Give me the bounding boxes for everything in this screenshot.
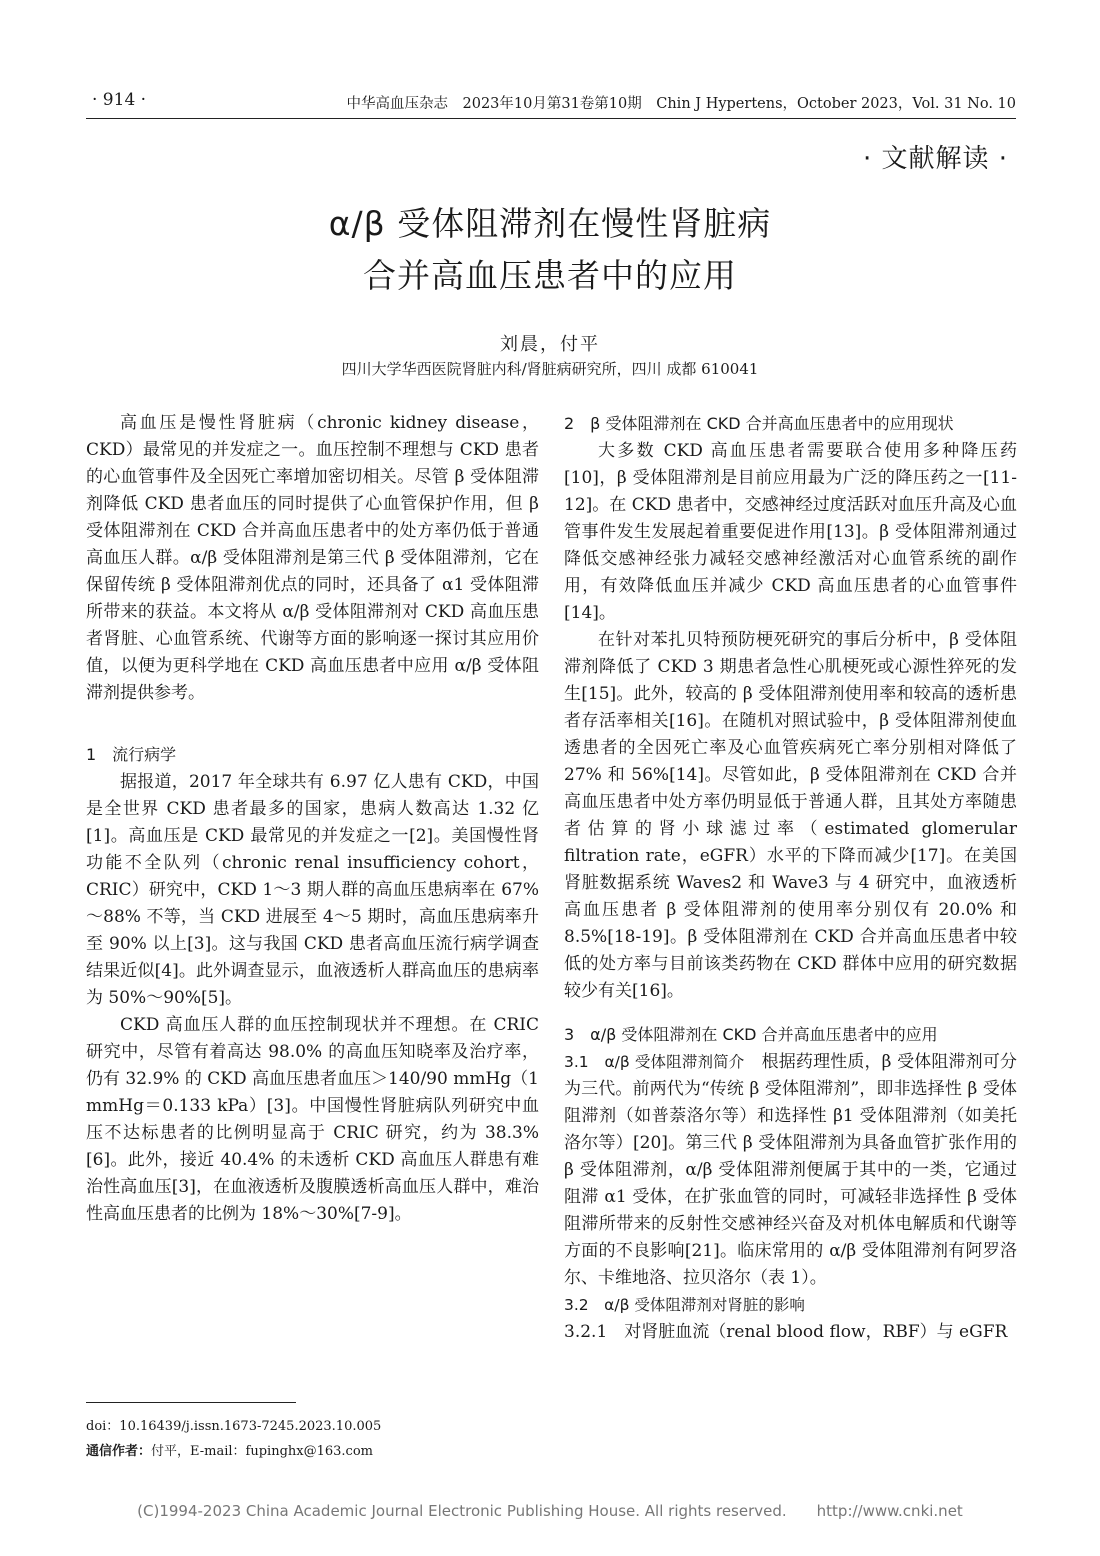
corresponding-author (86, 1439, 381, 1464)
section-2-paragraph-2: 在针对苯扎贝特预防梗死研究的事后分析中，β 受体阻滞剂降低了 CKD 3 期患者急性心肌梗死或心源性猝死的发生[15]。此外，较高的 β 受体阻滞剂使用率和较高的透析患者存活率相关[16]。在随机对照试验中，β 受体阻滞剂使血透患者的全因死亡率及心血管疾病死亡率分别相对降低了 27% 和 56%[14]。尽管如此，β 受体阻滞剂在 CKD 合并高血压患者中处方率仍明显低于普通人群，且其处方率随患者估算的肾小球滤过率（estimated glomerular filtration rate，eGFR）水平的下降而减少[17]。在美国肾脏数据系统 Waves2 和 Wave3 与 4 研究中，血液透析高血压患者 β 受体阻滞剂的使用率分别仅有 20.0% 和 8.5%[18-19]。β 受体阻滞剂在 CKD 合并高血压患者中较低的处方率与目前该类药物在 CKD 群体中应用的研究数据较少有关[16]。 (564, 630, 1017, 1001)
section-2-heading: 2 β 受体阻滞剂在 CKD 合并高血压患者中的应用现状 (564, 414, 954, 433)
title-line-2: 合并高血压患者中的应用 (363, 256, 737, 295)
section-3-2-1-paragraph: 3.2.1 对肾脏血流（renal blood flow，RBF）与 eGFR (564, 1322, 1008, 1342)
article-title (0, 198, 1100, 302)
left-column (86, 410, 539, 1228)
section-3-1-heading: 3.1 α/β 受体阻滞剂简介 (564, 1053, 745, 1071)
section-2-paragraph-1: 大多数 CKD 高血压患者需要联合使用多种降压药[10]，β 受体阻滞剂是目前应用最为广泛的降压药之一[11-12]。在 CKD 患者中，交感神经过度活跃对血压升高及心血管事件发生发展起着重要促进作用[13]。β 受体阻滞剂通过降低交感神经张力减轻交感神经激活对心血管系统的副作用，有效降低血压并减少 CKD 高血压患者的心血管事件[14]。 (564, 441, 1017, 623)
journal-citation: 中华高血压杂志 2023年10月第31卷第10期 Chin J Hypertens，October 2023，Vol. 31 No. 10 (346, 96, 1016, 112)
copyright-notice: (C)1994-2023 China Academic Journal Electronic Publishing House. All rights reserved. http://www.cnki.net (137, 1502, 963, 1520)
doi: doi：10.16439/j.issn.1673-7245.2023.10.005 (86, 1419, 382, 1434)
corresponding-label: 通信作者： (86, 1444, 152, 1459)
section-1-paragraph-1: 据报道，2017 年全球共有 6.97 亿人患有 CKD，中国是全世界 CKD 患者最多的国家，患病人数高达 1.32 亿[1]。高血压是 CKD 最常见的并发症之一[2]。美国慢性肾功能不全队列（chronic renal insufficiency cohort，CRIC）研究中，CKD 1～3 期人群的高血压患病率在 67%～88% 不等，当 CKD 进展至 4～5 期时，高血压患病率升至 90% 以上[3]。这与我国 CKD 患者高血压流行病学调查结果近似[4]。此外调查显示，血液透析人群高血压的患病率为 50%～90%[5]。 (86, 772, 539, 1008)
intro-paragraph: 高血压是慢性肾脏病（chronic kidney disease，CKD）最常见的并发症之一。血压控制不理想与 CKD 患者的心血管事件及全因死亡率增加密切相关。尽管 β 受体阻滞剂降低 CKD 患者血压的同时提供了心血管保护作用，但 β 受体阻滞剂在 CKD 合并高血压患者中的处方率仍低于普通高血压人群。α/β 受体阻滞剂是第三代 β 受体阻滞剂，它在保留传统 β 受体阻滞剂优点的同时，还具备了 α1 受体阻滞所带来的获益。本文将从 α/β 受体阻滞剂对 CKD 高血压患者肾脏、心血管系统、代谢等方面的影响逐一探讨其应用价值，以便为更科学地在 CKD 高血压患者中应用 α/β 受体阻滞剂提供参考。 (86, 413, 539, 703)
section-1-heading: 1 流行病学 (86, 745, 177, 764)
section-3-1-paragraph (564, 1049, 1017, 1292)
footnote-rule (86, 1402, 296, 1403)
page-number: · 914 · (92, 90, 147, 110)
running-header (86, 88, 1016, 119)
right-column (564, 410, 1017, 1346)
title-line-1: α/β 受体阻滞剂在慢性肾脏病 (328, 204, 772, 243)
authors: 刘晨，付平 (500, 334, 600, 355)
section-3-1-text: 根据药理性质，β 受体阻滞剂可分为三代。前两代为“传统 β 受体阻滞剂”，即非选择性 β 受体阻滞剂（如普萘洛尔等）和选择性 β1 受体阻滞剂（如美托洛尔等）[20]。第三代 β 受体阻滞剂为具备血管扩张作用的 β 受体阻滞剂，α/β 受体阻滞剂便属于其中的一类，它通过阻滞 α1 受体，在扩张血管的同时，可减轻非选择性 β 受体阻滞所带来的反射性交感神经兴奋及对机体电解质和代谢等方面的不良影响[21]。临床常用的 α/β 受体阻滞剂有阿罗洛尔、卡维地洛、拉贝洛尔（表 1）。 (564, 1052, 1017, 1288)
footnotes (86, 1414, 381, 1464)
section-tag: · 文献解读 · (862, 144, 1008, 174)
affiliation: 四川大学华西医院肾脏内科/肾脏病研究所，四川 成都 610041 (341, 360, 759, 378)
section-1-paragraph-2: CKD 高血压人群的血压控制现状并不理想。在 CRIC 研究中，尽管有着高达 98.0% 的高血压知晓率及治疗率，仍有 32.9% 的 CKD 高血压患者血压＞140/90 mmHg（1 mmHg＝0.133 kPa）[3]。中国慢性肾脏病队列研究中血压不达标患者的比例明显高于 CRIC 研究，约为 38.3%[6]。此外，接近 40.4% 的未透析 CKD 高血压人群患有难治性高血压[3]，在血液透析及腹膜透析高血压人群中，难治性高血压患者的比例为 18%～30%[7-9]。 (86, 1015, 539, 1224)
section-3-heading: 3 α/β 受体阻滞剂在 CKD 合并高血压患者中的应用 (564, 1025, 938, 1044)
corresponding-value: 付平，E-mail：fupinghx@163.com (151, 1444, 373, 1459)
section-3-2-heading: 3.2 α/β 受体阻滞剂对肾脏的影响 (564, 1296, 805, 1314)
